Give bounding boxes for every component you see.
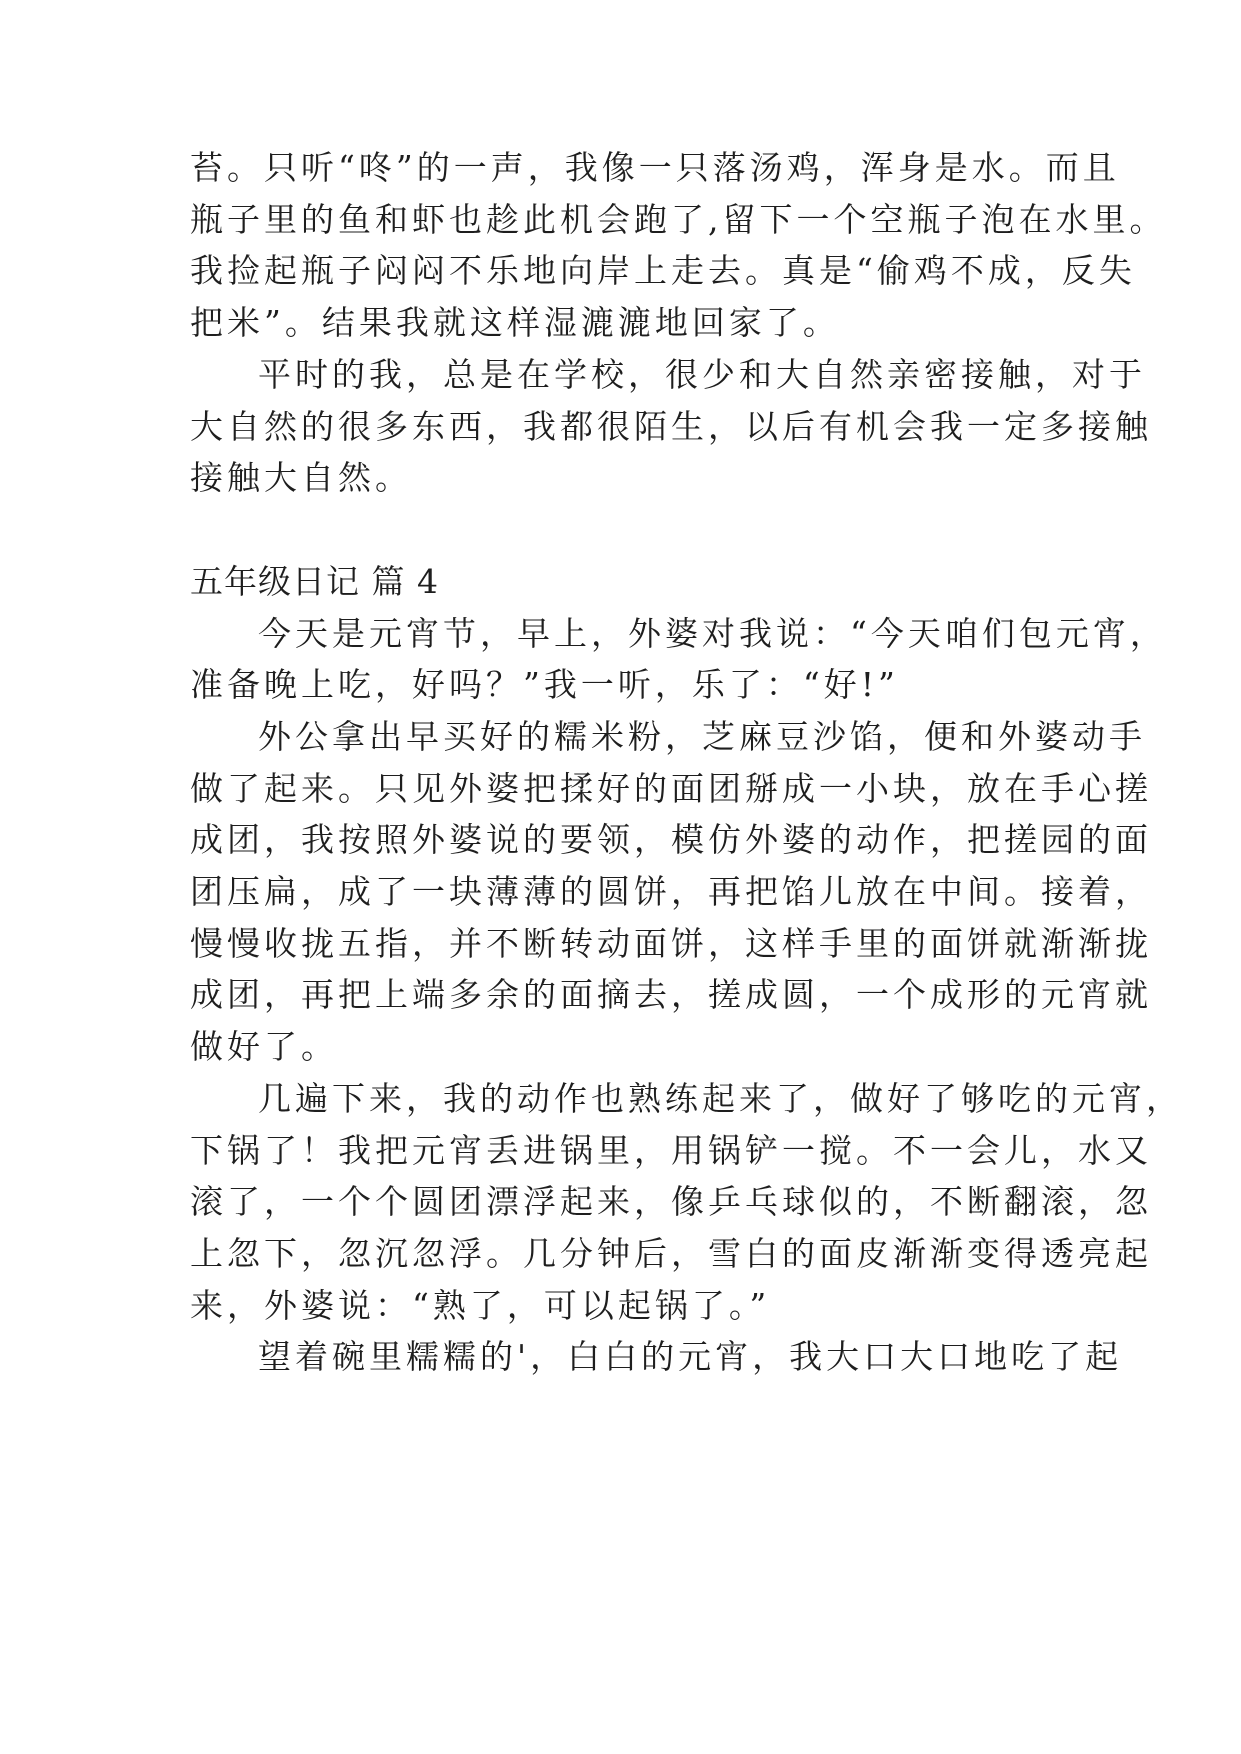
section-title: 五年级日记 篇 4 [190,562,439,601]
text-line: 成团，再把上端多余的面摘去，搓成圆，一个成形的元宵就 [190,975,1152,1014]
text-line: 下锅了！我把元宵丢进锅里，用锅铲一搅。不一会儿，水又 [190,1131,1152,1170]
text-line: 来，外婆说：“熟了，可以起锅了。” [190,1286,771,1325]
text-line: 我捡起瓶子闷闷不乐地向岸上走去。真是“偷鸡不成，反失 [190,251,1136,290]
text-line: 平时的我，总是在学校，很少和大自然亲密接触，对于 [258,355,1146,394]
text-line: 大自然的很多东西，我都很陌生，以后有机会我一定多接触 [190,407,1152,446]
text-line: 慢慢收拢五指，并不断转动面饼，这样手里的面饼就渐渐拢 [190,924,1152,963]
text-line: 望着碗里糯糯的'，白白的元宵，我大口大口地吃了起 [258,1337,1123,1376]
text-line: 今天是元宵节，早上，外婆对我说：“今天咱们包元宵， [258,614,1167,653]
text-line: 做了起来。只见外婆把揉好的面团掰成一小块，放在手心搓 [190,769,1152,808]
text-line: 接触大自然。 [190,458,412,497]
text-line: 苔。只听“咚”的一声，我像一只落汤鸡，浑身是水。而且 [190,148,1120,187]
text-line: 上忽下，忽沉忽浮。几分钟后，雪白的面皮渐渐变得透亮起 [190,1234,1152,1273]
text-line: 把米”。结果我就这样湿漉漉地回家了。 [190,303,840,342]
text-line: 团压扁，成了一块薄薄的圆饼，再把馅儿放在中间。接着， [190,872,1152,911]
text-line: 滚了，一个个圆团漂浮起来，像乒乓球似的，不断翻滚，忽 [190,1182,1152,1221]
text-line: 几遍下来，我的动作也熟练起来了，做好了够吃的元宵， [258,1079,1183,1118]
text-line: 做好了。 [190,1027,338,1066]
text-line: 外公拿出早买好的糯米粉，芝麻豆沙馅，便和外婆动手 [258,717,1146,756]
text-line: 瓶子里的鱼和虾也趁此机会跑了,留下一个空瓶子泡在水里。 [190,200,1167,239]
text-line: 准备晚上吃，好吗？”我一听，乐了：“好!” [190,665,899,704]
text-line: 成团，我按照外婆说的要领，模仿外婆的动作，把搓园的面 [190,820,1152,859]
